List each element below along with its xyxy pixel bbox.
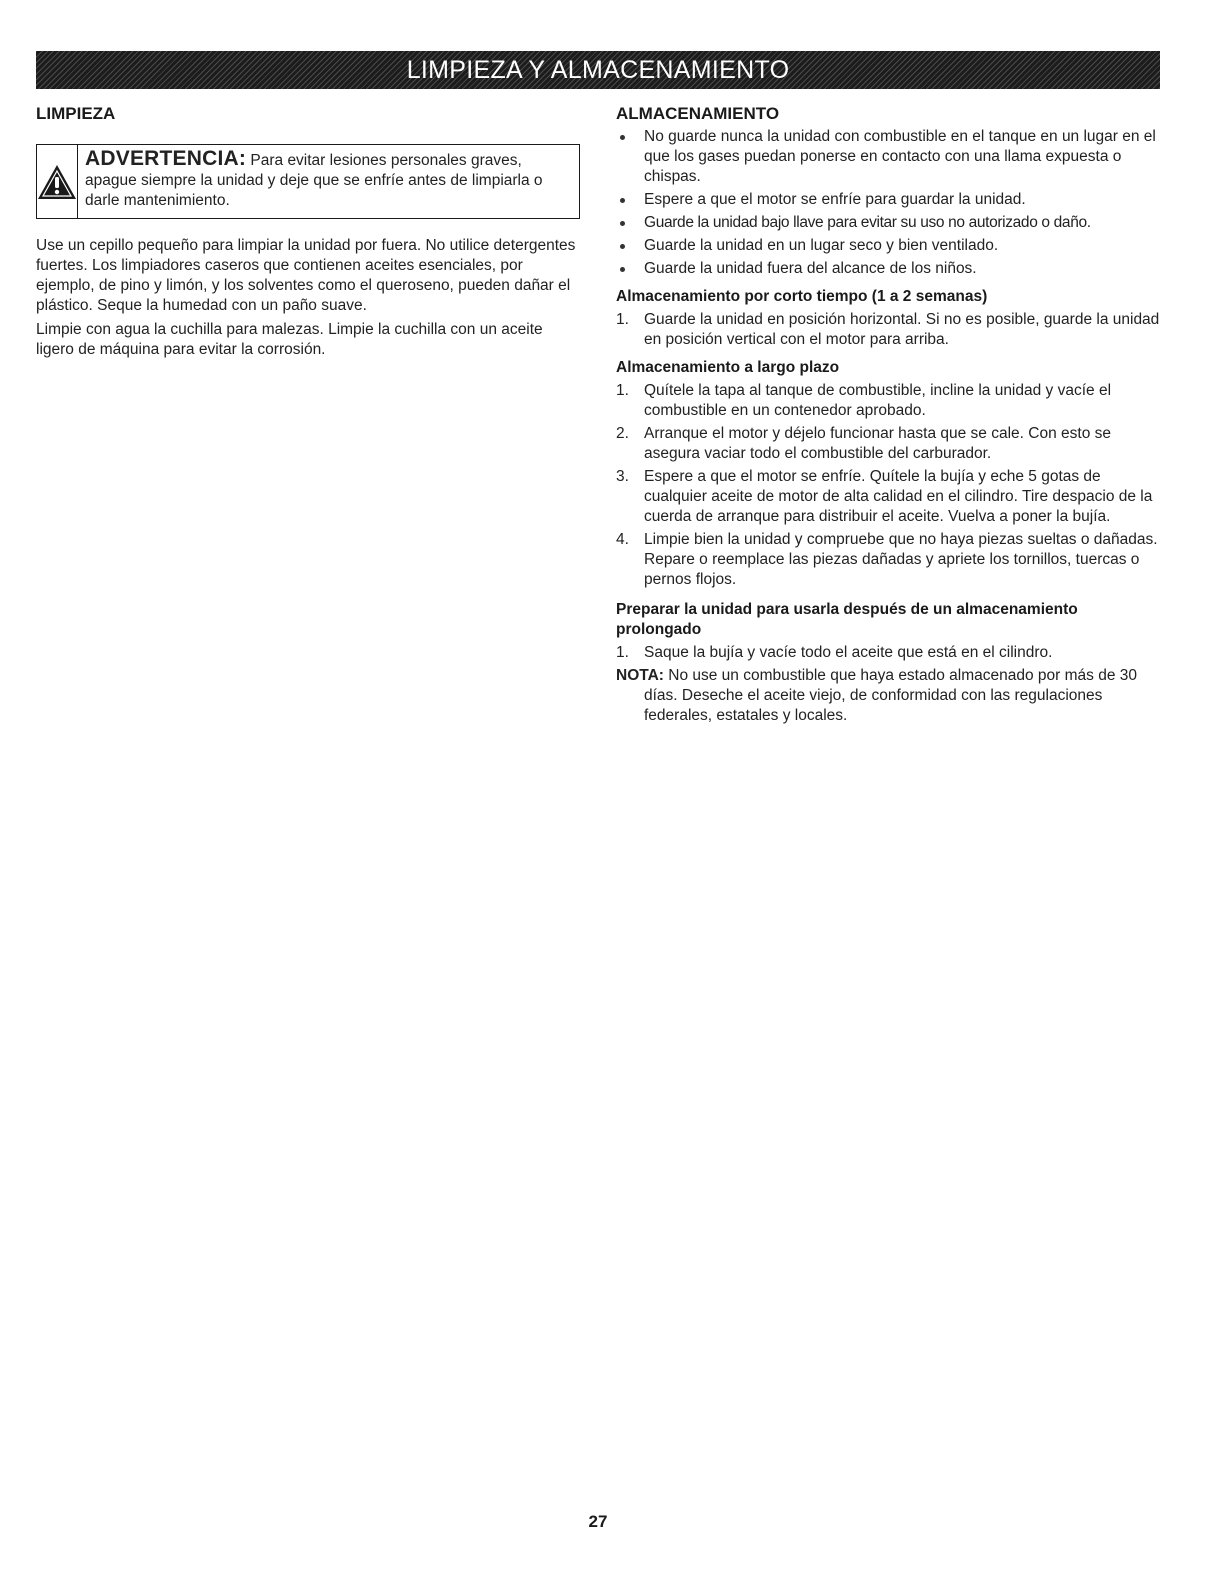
step-text: Espere a que el motor se enfríe. Quítele la bujía y eche 5 gotas de cualquier aceite de motor de alta calidad en el cilindro. Tire despacio de la cuerda de arranque para distribuir el aceite. Vuelva a poner la bujía. [644, 468, 1153, 525]
list-item [616, 424, 1162, 464]
step-number: 1. [616, 382, 629, 399]
long-term-steps [616, 381, 1162, 590]
step-number: 2. [616, 425, 629, 442]
step-number: 4. [616, 531, 629, 548]
list-item: Guarde la unidad bajo llave para evitar su uso no autorizado o daño. [616, 213, 1162, 233]
list-item [616, 381, 1162, 421]
page-number: 27 [588, 1512, 608, 1531]
step-number: 1. [616, 311, 629, 328]
cleaning-paragraph-1: Use un cepillo pequeño para limpiar la unidad por fuera. No utilice detergentes fuertes. Los limpiadores caseros que contienen aceites esenciales, por ejemplo, de pino y limón, y los solventes como el queroseno, pueden dañar el plástico. Seque la humedad con un paño suave. [36, 237, 576, 314]
step-number: 3. [616, 468, 629, 485]
cleaning-column [36, 104, 584, 360]
note-label: NOTA: [616, 667, 664, 684]
storage-column [616, 104, 1162, 726]
warning-label: ADVERTENCIA: [85, 147, 247, 170]
step-text: Arranque el motor y déjelo funcionar hasta que se cale. Con esto se asegura vaciar todo el combustible del carburador. [644, 425, 1111, 462]
long-term-title: Almacenamiento a largo plazo [616, 359, 840, 376]
after-storage-title: Preparar la unidad para usarla después de un almacenamiento prolongado [616, 601, 1078, 638]
step-text: Saque la bujía y vacíe todo el aceite que está en el cilindro. [644, 644, 1053, 661]
storage-note [616, 666, 1162, 726]
section-banner [36, 51, 1160, 89]
list-item [616, 643, 1162, 663]
banner-title: LIMPIEZA Y ALMACENAMIENTO [406, 55, 790, 84]
cleaning-title: LIMPIEZA [36, 104, 116, 123]
after-storage-steps [616, 643, 1162, 663]
list-item: No guarde nunca la unidad con combustible en el tanque en un lugar en el que los gases puedan ponerse en contacto con una llama expuesta o chispas. [616, 127, 1162, 187]
cleaning-paragraph-2: Limpie con agua la cuchilla para malezas. Limpie la cuchilla con un aceite ligero de máquina para evitar la corrosión. [36, 321, 543, 358]
step-number: 1. [616, 644, 629, 661]
short-term-steps [616, 310, 1162, 350]
step-text: Quítele la tapa al tanque de combustible, incline la unidad y vacíe el combustible en un contenedor aprobado. [644, 382, 1112, 419]
warning-text-block [78, 145, 579, 218]
list-item: Guarde la unidad fuera del alcance de los niños. [616, 259, 1162, 279]
list-item: Espere a que el motor se enfríe para guardar la unidad. [616, 190, 1162, 210]
list-item [616, 467, 1162, 527]
note-text: No use un combustible que haya estado almacenado por más de 30 días. Deseche el aceite viejo, de conformidad con las regulaciones federales, estatales y locales. [644, 667, 1137, 724]
list-item: Guarde la unidad en un lugar seco y bien ventilado. [616, 236, 1162, 256]
storage-bullet-list [616, 127, 1162, 279]
step-text: Limpie bien la unidad y compruebe que no haya piezas sueltas o dañadas. Repare o reemplace las piezas dañadas y apriete los tornillos, tuercas o pernos flojos. [644, 531, 1158, 588]
warning-icon-cell [37, 145, 78, 218]
warning-message: Para evitar lesiones personales graves, apague siempre la unidad y deje que se enfríe antes de limpiarla o darle mantenimiento. [85, 152, 543, 209]
warning-box [36, 144, 580, 219]
step-text: Guarde la unidad en posición horizontal. Si no es posible, guarde la unidad en posición vertical con el motor para arriba. [644, 311, 1160, 348]
warning-triangle-icon [37, 164, 77, 200]
short-term-title: Almacenamiento por corto tiempo (1 a 2 semanas) [616, 288, 988, 305]
storage-title: ALMACENAMIENTO [616, 104, 780, 123]
list-item [616, 530, 1162, 590]
list-item [616, 310, 1162, 350]
